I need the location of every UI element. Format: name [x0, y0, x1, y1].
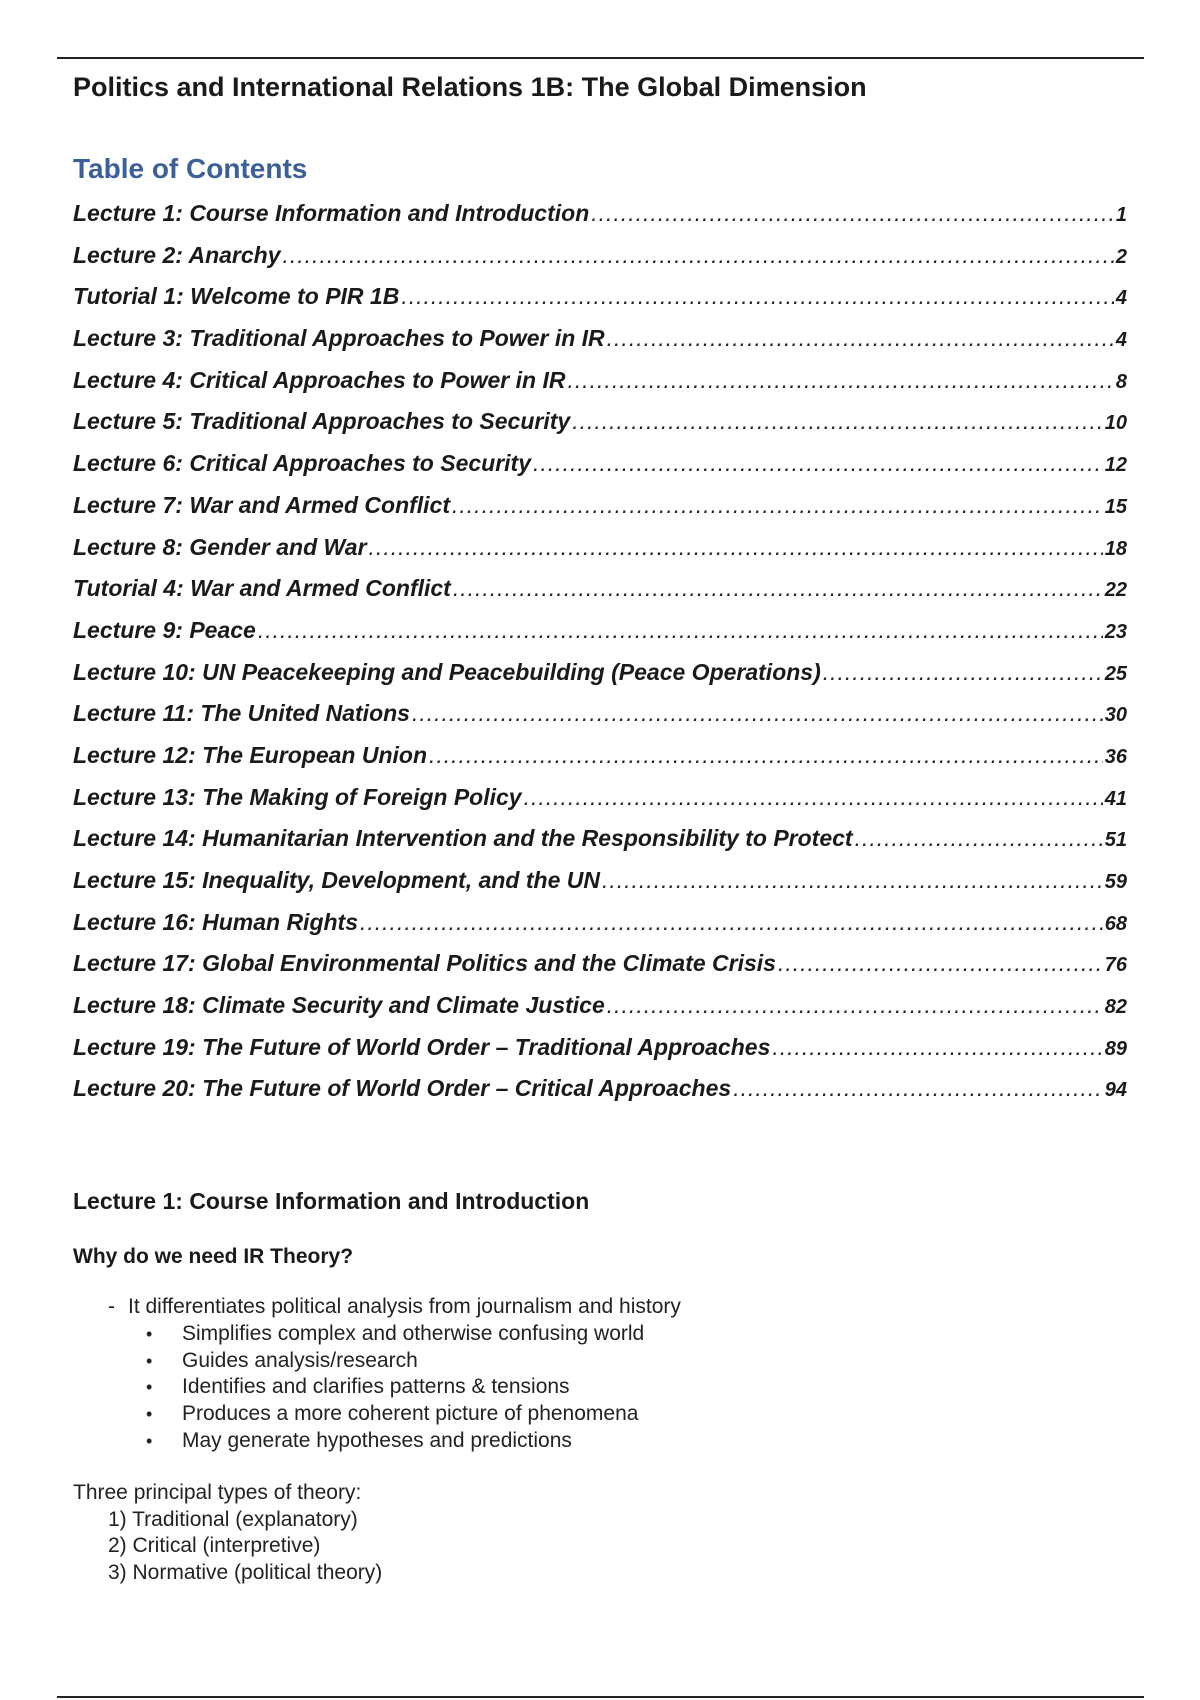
- toc-entry-page: 30: [1104, 704, 1127, 727]
- toc-entry-lecture-10[interactable]: [73, 659, 1127, 701]
- toc-dot-leader: [607, 325, 1114, 352]
- toc-entry-title: Lecture 15: Inequality, Development, and the UN: [73, 867, 600, 893]
- toc-entry-title: Lecture 2: Anarchy: [73, 241, 281, 268]
- toc-entry-page: 68: [1104, 912, 1127, 935]
- toc-entry-page: 23: [1104, 620, 1127, 643]
- toc-entry-lecture-7[interactable]: [73, 492, 1127, 534]
- theory-types-list: [108, 1508, 382, 1587]
- toc-dot-leader: [429, 742, 1103, 769]
- table-of-contents: [73, 200, 1127, 1117]
- toc-entry-page: 8: [1115, 370, 1127, 393]
- toc-dot-leader: [733, 1075, 1103, 1102]
- toc-entry-title: Lecture 8: Gender and War: [73, 533, 367, 560]
- list-item: 3) Normative (political theory): [108, 1560, 383, 1584]
- toc-dot-leader: [567, 367, 1113, 394]
- toc-entry-title: Lecture 7: War and Armed Conflict: [73, 491, 451, 518]
- list-item: 2) Critical (interpretive): [108, 1534, 321, 1558]
- toc-entry-page: 12: [1104, 454, 1127, 477]
- toc-entry-lecture-16[interactable]: [73, 909, 1127, 951]
- list-item: [146, 1402, 644, 1429]
- list-item: 1) Traditional (explanatory): [108, 1508, 358, 1531]
- toc-entry-page: 36: [1104, 745, 1127, 768]
- top-rule: [57, 57, 1144, 59]
- toc-entry-lecture-14[interactable]: [73, 825, 1127, 867]
- toc-dot-leader: [772, 1034, 1102, 1061]
- toc-entry-lecture-11[interactable]: [73, 700, 1127, 742]
- toc-entry-title: Tutorial 1: Welcome to PIR 1B: [73, 283, 400, 310]
- toc-dot-leader: [607, 992, 1103, 1019]
- toc-entry-lecture-13[interactable]: [73, 784, 1127, 826]
- list-item-text: Identifies and clarifies patterns & tensions: [182, 1375, 570, 1399]
- toc-entry-title: Lecture 6: Critical Approaches to Security: [73, 450, 532, 477]
- toc-entry-tutorial-1[interactable]: [73, 283, 1127, 325]
- toc-entry-page: 82: [1104, 996, 1127, 1019]
- ir-theory-subheading: Why do we need IR Theory?: [73, 1245, 354, 1268]
- dash-item-text: It differentiates political analysis from journalism and history: [128, 1295, 681, 1318]
- toc-entry-page: 4: [1115, 287, 1127, 310]
- bullet-icon: •: [146, 1350, 153, 1371]
- toc-entry-page: 2: [1115, 245, 1127, 268]
- toc-entry-title: Lecture 1: Course Information and Introduction: [73, 200, 590, 226]
- document-title: Politics and International Relations 1B: The Global Dimension: [73, 72, 867, 102]
- bullet-list: [146, 1322, 644, 1455]
- toc-entry-lecture-17[interactable]: [73, 950, 1127, 992]
- toc-dot-leader: [452, 492, 1103, 519]
- toc-dot-leader: [258, 617, 1103, 644]
- toc-entry-page: 41: [1104, 787, 1127, 810]
- bullet-icon: •: [146, 1430, 153, 1451]
- toc-dot-leader: [401, 283, 1114, 310]
- toc-entry-lecture-18[interactable]: [73, 992, 1127, 1034]
- toc-entry-lecture-6[interactable]: [73, 450, 1127, 492]
- toc-entry-lecture-12[interactable]: [73, 742, 1127, 784]
- lecture-1-heading: Lecture 1: Course Information and Introduction: [73, 1188, 590, 1214]
- bottom-rule: [57, 1696, 1144, 1698]
- toc-entry-page: 51: [1104, 829, 1127, 852]
- toc-entry-title: Lecture 16: Human Rights: [73, 908, 358, 935]
- toc-dot-leader: [524, 784, 1103, 811]
- list-item: [146, 1375, 644, 1402]
- toc-entry-title: Lecture 10: UN Peacekeeping and Peacebuilding (Peace Operations): [73, 658, 821, 685]
- toc-entry-lecture-8[interactable]: [73, 534, 1127, 576]
- toc-entry-title: Lecture 12: The European Union: [73, 741, 427, 768]
- toc-entry-lecture-19[interactable]: [73, 1034, 1127, 1076]
- toc-entry-lecture-4[interactable]: [73, 367, 1127, 409]
- toc-entry-page: 10: [1104, 412, 1127, 435]
- toc-dot-leader: [360, 909, 1103, 936]
- toc-entry-lecture-9[interactable]: [73, 617, 1127, 659]
- toc-entry-page: 15: [1104, 495, 1127, 518]
- toc-dot-leader: [855, 825, 1103, 852]
- toc-dot-leader: [602, 867, 1103, 894]
- toc-entry-title: Lecture 18: Climate Security and Climate Justice: [73, 992, 605, 1019]
- toc-entry-page: 1: [1115, 204, 1127, 226]
- toc-dot-leader: [453, 575, 1103, 602]
- bullet-icon: •: [146, 1404, 153, 1425]
- toc-entry-title: Lecture 17: Global Environmental Politics and the Climate Crisis: [73, 950, 776, 977]
- toc-entry-page: 25: [1104, 662, 1127, 685]
- toc-entry-page: 22: [1104, 579, 1127, 602]
- toc-entry-title: Lecture 5: Traditional Approaches to Security: [73, 408, 571, 435]
- toc-entry-page: 4: [1115, 329, 1127, 352]
- toc-entry-title: Lecture 14: Humanitarian Intervention and the Responsibility to Protect: [73, 825, 853, 852]
- list-item-text: Produces a more coherent picture of phenomena: [182, 1402, 639, 1426]
- toc-entry-page: 76: [1104, 954, 1127, 977]
- toc-entry-tutorial-4[interactable]: [73, 575, 1127, 617]
- toc-entry-title: Lecture 13: The Making of Foreign Policy: [73, 783, 522, 810]
- list-item: [146, 1349, 644, 1376]
- toc-entry-lecture-5[interactable]: [73, 408, 1127, 450]
- bullet-icon: •: [146, 1377, 153, 1398]
- toc-dot-leader: [369, 534, 1103, 561]
- toc-entry-title: Lecture 19: The Future of World Order – Traditional Approaches: [73, 1033, 771, 1060]
- toc-entry-page: 89: [1104, 1037, 1127, 1060]
- toc-entry-title: Lecture 20: The Future of World Order – Critical Approaches: [73, 1075, 732, 1102]
- toc-dot-leader: [823, 659, 1103, 686]
- toc-entry-title: Tutorial 4: War and Armed Conflict: [73, 575, 451, 602]
- toc-entry-lecture-1[interactable]: [73, 200, 1127, 242]
- toc-entry-page: 59: [1104, 871, 1127, 893]
- toc-dot-leader: [412, 700, 1103, 727]
- toc-dot-leader: [572, 408, 1103, 435]
- theory-types-intro: Three principal types of theory:: [73, 1481, 362, 1504]
- toc-entry-title: Lecture 4: Critical Approaches to Power in IR: [73, 366, 566, 393]
- toc-entry-lecture-20[interactable]: [73, 1075, 1127, 1117]
- toc-entry-title: Lecture 9: Peace: [73, 616, 256, 643]
- toc-entry-page: 18: [1104, 537, 1127, 560]
- toc-entry-lecture-2[interactable]: [73, 242, 1127, 284]
- toc-dot-leader: [533, 450, 1103, 477]
- list-item: [146, 1429, 644, 1456]
- list-item-text: Guides analysis/research: [182, 1348, 418, 1372]
- dash-list-item: [108, 1295, 681, 1319]
- bullet-icon: •: [146, 1324, 153, 1344]
- toc-entry-title: Lecture 3: Traditional Approaches to Power in IR: [73, 325, 605, 352]
- toc-entry-lecture-15[interactable]: [73, 867, 1127, 909]
- toc-heading: Table of Contents: [73, 153, 308, 184]
- toc-entry-lecture-3[interactable]: [73, 325, 1127, 367]
- toc-entry-title: Lecture 11: The United Nations: [73, 700, 410, 727]
- toc-dot-leader: [591, 200, 1114, 227]
- toc-dot-leader: [283, 242, 1114, 269]
- toc-dot-leader: [778, 950, 1103, 977]
- toc-entry-page: 94: [1104, 1079, 1127, 1102]
- dash-marker: -: [108, 1295, 115, 1318]
- list-item-text: May generate hypotheses and predictions: [182, 1428, 572, 1452]
- list-item: [146, 1322, 644, 1349]
- list-item-text: Simplifies complex and otherwise confusing world: [182, 1322, 645, 1345]
